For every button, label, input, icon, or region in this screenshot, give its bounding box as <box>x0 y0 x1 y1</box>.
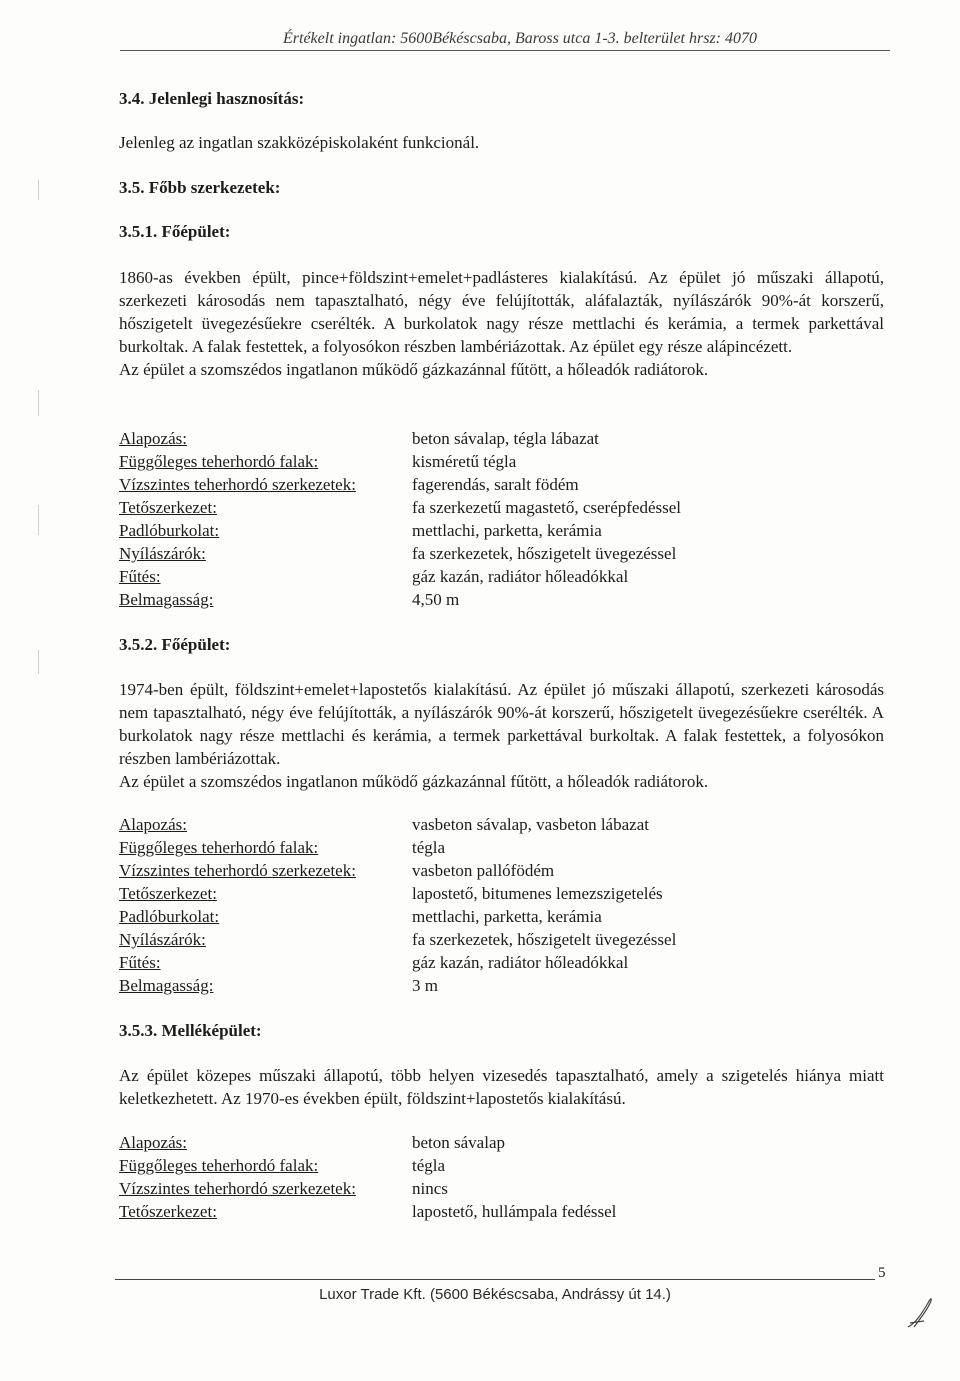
spec-value: gáz kazán, radiátor hőleadókkal <box>412 567 629 586</box>
spec-label: Tetőszerkezet: <box>119 884 217 903</box>
section-heading-3-5-2: 3.5.2. Főépület: <box>119 635 231 654</box>
spec-value: fa szerkezetek, hőszigetelt üvegezéssel <box>412 930 677 949</box>
scan-margin-mark <box>38 180 39 200</box>
paragraph-current-use <box>119 131 884 154</box>
spec-row <box>119 836 819 859</box>
spec-label: Nyílászárók: <box>119 544 206 563</box>
spec-table-building-1 <box>119 427 819 611</box>
spec-value: beton sávalap, tégla lábazat <box>412 429 599 448</box>
scan-margin-mark <box>38 505 39 535</box>
spec-row <box>119 1154 819 1177</box>
page-number: 5 <box>878 1265 886 1281</box>
spec-label: Tetőszerkezet: <box>119 1202 217 1221</box>
spec-label: Fűtés: <box>119 953 161 972</box>
page-header: Értékelt ingatlan: 5600Békéscsaba, Baross utca 1-3. belterület hrsz: 4070 <box>283 30 757 47</box>
section-heading-3-5-1: 3.5.1. Főépület: <box>119 222 231 241</box>
spec-row <box>119 1200 819 1223</box>
spec-value: 4,50 m <box>412 590 460 609</box>
spec-row <box>119 928 819 951</box>
spec-table-building-2 <box>119 813 819 997</box>
spec-label: Alapozás: <box>119 1133 187 1152</box>
spec-value: 3 m <box>412 976 438 995</box>
paragraph-text: 1974-ben épült, földszint+emelet+lapostetős kialakítású. Az épület jó műszaki állapotú, szerkezeti károsodás nem tapasztalható, négy éve felújították, a nyílászárók 90%-át korszerű, hőszigetelt üvegezésűekre cserélték. A burkolatok nagy része mettlachi és kerámia, a termek parkettával burkoltak. A falak festettek, a folyosókon részben lambériázottak. <box>119 680 884 768</box>
spec-row <box>119 1177 819 1200</box>
spec-value: beton sávalap <box>412 1133 505 1152</box>
paragraph-main-building-1 <box>119 266 884 381</box>
spec-label: Függőleges teherhordó falak: <box>119 838 319 857</box>
spec-label: Padlóburkolat: <box>119 521 220 540</box>
spec-row <box>119 496 819 519</box>
section-heading-3-5-3: 3.5.3. Melléképület: <box>119 1021 262 1040</box>
spec-label: Vízszintes teherhordó szerkezetek: <box>119 1179 356 1198</box>
spec-row <box>119 882 819 905</box>
spec-label: Függőleges teherhordó falak: <box>119 1156 319 1175</box>
spec-value: fa szerkezetű magastető, cserépfedéssel <box>412 498 682 517</box>
spec-value: fagerendás, saralt födém <box>412 475 579 494</box>
page-footer: Luxor Trade Kft. (5600 Békéscsaba, Andrássy út 14.) <box>319 1286 671 1303</box>
signature-icon <box>902 1293 942 1333</box>
spec-value: lapostető, hullámpala fedéssel <box>412 1202 617 1221</box>
spec-value: vasbeton sávalap, vasbeton lábazat <box>412 815 649 834</box>
spec-row <box>119 813 819 836</box>
spec-row <box>119 588 819 611</box>
spec-row <box>119 542 819 565</box>
spec-label: Alapozás: <box>119 429 187 448</box>
spec-value: tégla <box>412 1156 446 1175</box>
spec-row <box>119 951 819 974</box>
paragraph-main-building-2 <box>119 678 884 793</box>
spec-label: Belmagasság: <box>119 976 214 995</box>
scan-margin-mark <box>38 390 39 416</box>
header-rule <box>120 50 890 51</box>
section-heading-3-4: 3.4. Jelenlegi hasznosítás: <box>119 89 305 108</box>
spec-row <box>119 565 819 588</box>
spec-label: Nyílászárók: <box>119 930 206 949</box>
paragraph-text: Az épület a szomszédos ingatlanon működő gázkazánnal fűtött, a hőleadók radiátorok. <box>119 360 709 379</box>
spec-label: Tetőszerkezet: <box>119 498 217 517</box>
spec-label: Padlóburkolat: <box>119 907 220 926</box>
spec-label: Vízszintes teherhordó szerkezetek: <box>119 475 356 494</box>
spec-label: Függőleges teherhordó falak: <box>119 452 319 471</box>
spec-row <box>119 450 819 473</box>
spec-label: Belmagasság: <box>119 590 214 609</box>
spec-row <box>119 473 819 496</box>
paragraph-outbuilding <box>119 1064 884 1110</box>
spec-row <box>119 974 819 997</box>
footer-rule <box>115 1279 875 1280</box>
spec-value: vasbeton pallófödém <box>412 861 555 880</box>
paragraph-text: Jelenleg az ingatlan szakközépiskolaként funkcionál. <box>119 133 480 152</box>
spec-value: mettlachi, parketta, kerámia <box>412 907 602 926</box>
spec-row <box>119 905 819 928</box>
spec-value: lapostető, bitumenes lemezszigetelés <box>412 884 663 903</box>
paragraph-text: Az épület közepes műszaki állapotú, több helyen vizesedés tapasztalható, amely a szigetelés hiánya miatt keletkezhetett. Az 1970-es években épült, földszint+lapostetős kialakítású. <box>119 1066 884 1108</box>
paragraph-text: 1860-as években épült, pince+földszint+emelet+padlásteres kialakítású. Az épület jó műszaki állapotú, szerkezeti károsodás nem tapasztalható, négy éve felújították, aláfalazták, nyílászárók 90%-át korszerű, hőszigetelt üvegezésűekre cserélték. A burkolatok nagy része mettlachi és kerámia, a termek parkettával burkoltak. A falak festettek, a folyosókon részben lambériázottak. Az épület egy része alápincézett. <box>119 268 884 356</box>
spec-value: kisméretű tégla <box>412 452 517 471</box>
spec-label: Vízszintes teherhordó szerkezetek: <box>119 861 356 880</box>
spec-value: nincs <box>412 1179 448 1198</box>
section-heading-3-5: 3.5. Főbb szerkezetek: <box>119 178 281 197</box>
spec-value: tégla <box>412 838 446 857</box>
spec-value: gáz kazán, radiátor hőleadókkal <box>412 953 629 972</box>
paragraph-text: Az épület a szomszédos ingatlanon működő gázkazánnal fűtött, a hőleadók radiátorok. <box>119 772 709 791</box>
spec-table-outbuilding <box>119 1131 819 1223</box>
spec-value: mettlachi, parketta, kerámia <box>412 521 602 540</box>
spec-value: fa szerkezetek, hőszigetelt üvegezéssel <box>412 544 677 563</box>
spec-row <box>119 519 819 542</box>
scan-margin-mark <box>38 650 39 674</box>
spec-label: Fűtés: <box>119 567 161 586</box>
spec-row <box>119 427 819 450</box>
spec-row <box>119 1131 819 1154</box>
spec-label: Alapozás: <box>119 815 187 834</box>
spec-row <box>119 859 819 882</box>
